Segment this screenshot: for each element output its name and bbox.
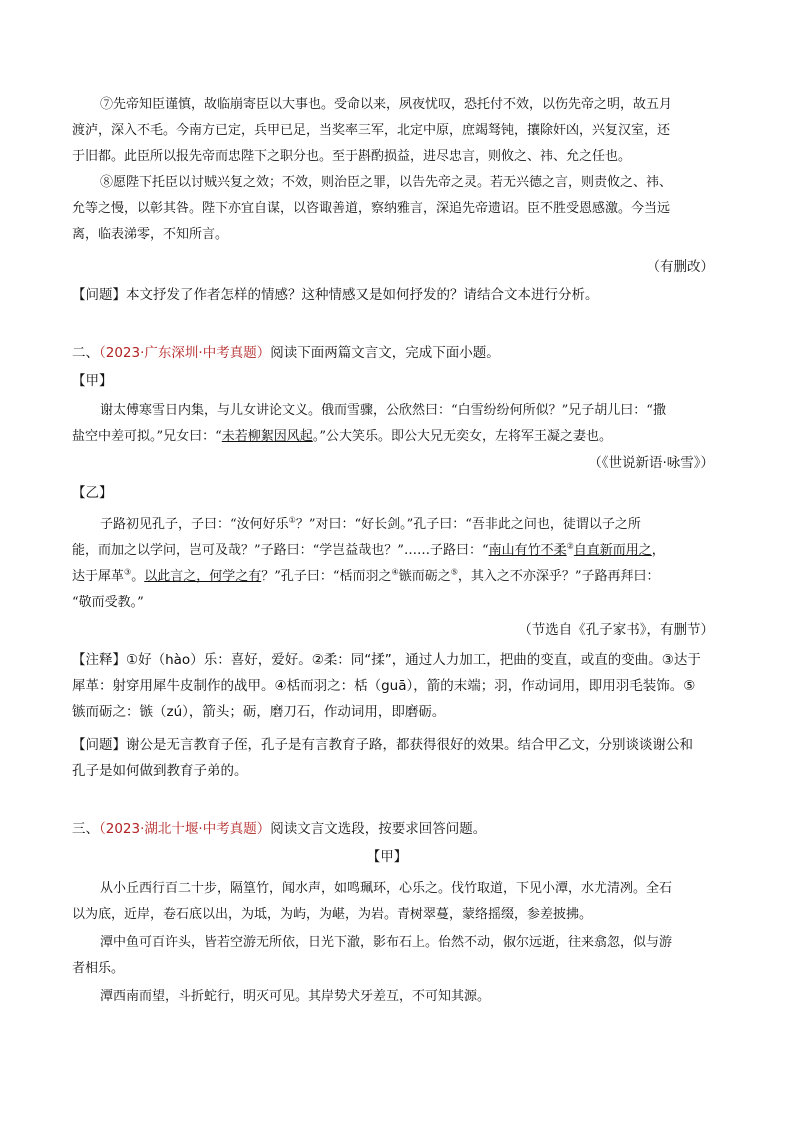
text-span: 。	[131, 569, 145, 584]
text-line: 渡泸，深入不毛。今南方已定，兵甲已足，当奖率三军，北定中原，庶竭驽钝，攘除奸凶，兴复汉室，还	[72, 123, 671, 138]
passage-label-jia: 【甲】	[366, 849, 408, 865]
underlined-sentence: 自直新而用之	[573, 543, 652, 558]
passage-yi	[72, 512, 742, 616]
passage-jia	[72, 398, 732, 450]
text-line: 离，临表涕零，不知所言。	[72, 227, 229, 242]
text-line: 者相乐。	[72, 961, 125, 976]
text-span: 能，而加之以学问，岂可及哉？”子路曰：“学岂益哉也？”……子路曰：“	[72, 543, 489, 558]
text-line	[72, 564, 742, 590]
text-line: 允等之慢，以彰其咎。陛下亦宜自谋，以咨诹善道，察纳雅言，深追先帝遗诏。臣不胜受恩感激。今当远	[72, 201, 671, 216]
text-span: 达于犀革	[72, 569, 125, 584]
passage-paragraph	[72, 876, 732, 928]
footnote-marker: ③	[124, 567, 132, 577]
question-text	[72, 732, 752, 784]
underlined-sentence: 以此言之，何学之有	[144, 569, 262, 584]
section-heading-3	[72, 816, 486, 842]
footnote-marker: ⑤	[450, 567, 458, 577]
footnote-marker: ②	[566, 541, 574, 551]
section-heading-2	[72, 340, 500, 366]
note-line: 犀革：射穿用犀牛皮制作的战甲。④栝而羽之：栝（guā），箭的末端；羽，作动词用，即用羽毛装饰。⑤	[72, 678, 696, 694]
text-line: 于旧都。此臣所以报先帝而忠陛下之职分也。至于斟酌损益，进尽忠言，则攸之、祎、允之任也。	[72, 149, 632, 164]
section-number: 二、	[72, 345, 99, 361]
passage-paragraph	[72, 984, 732, 1010]
text-span: ？”对曰：“好长剑。”孔子曰：“吾非此之问也，徒谓以子之所	[295, 517, 641, 532]
footnote-marker: ④	[391, 567, 399, 577]
source-note: （《世说新语·咏雪》）	[588, 455, 714, 471]
note-line: 【注释】①好（hào）乐：喜好，爱好。②柔：同“揉”，通过人力加工，把曲的变直，或直的变曲。③达于	[72, 652, 701, 668]
passage-paragraph-7	[72, 92, 732, 170]
text-span: ？”孔子曰：“栝而羽之	[261, 569, 392, 584]
passage-paragraph-8	[72, 170, 732, 248]
question-line: 【问题】谢公是无言教育子侄，孔子是有言教育子路，都获得很好的效果。结合甲乙文，分别谈谈谢公和	[72, 737, 693, 753]
text-span: ，	[651, 543, 665, 558]
text-line: “敬而受教。”	[72, 595, 144, 610]
instruction-text: 阅读文言文选段，按要求回答问题。	[270, 821, 487, 837]
text-span: 子路初见孔子，子曰：“汝何好乐	[100, 517, 289, 532]
footnote-marker: ①	[288, 515, 296, 525]
instruction-text: 阅读下面两篇文言文，完成下面小题。	[270, 345, 500, 361]
source-note: （节选自《孔子家书》，有删节）	[518, 622, 714, 638]
underlined-sentence: 未若柳絮因风起	[221, 429, 313, 444]
text-line: ⑦先帝知臣谨慎，故临崩寄臣以大事也。受命以来，夙夜忧叹，恐托付不效，以伤先帝之明，故五月	[100, 97, 673, 112]
passage-label-jia: 【甲】	[72, 373, 113, 389]
passage-paragraph	[72, 930, 732, 982]
exam-source-tag: （2023·湖北十堰·中考真题）	[99, 821, 271, 837]
text-span: 盐空中差可拟。”兄女曰：“	[72, 429, 222, 444]
text-line: ⑧愿陛下托臣以讨贼兴复之效；不效，则治臣之罪，以告先帝之灵。若无兴德之言，则责攸之、祎、	[100, 175, 673, 190]
text-line	[72, 424, 732, 450]
text-line: 潭西南而望，斗折蛇行，明灭可见。其岸势犬牙差互，不可知其源。	[100, 989, 491, 1004]
annotation-notes	[72, 647, 752, 725]
passage-label-yi: 【乙】	[72, 485, 113, 501]
section-number: 三、	[72, 821, 99, 837]
underlined-sentence: 南山有竹不柔	[488, 543, 567, 558]
text-span: 。”公大笑乐。即公大兄无奕女，左将军王凝之妻也。	[312, 429, 612, 444]
question-text: 【问题】本文抒发了作者怎样的情感？这种情感又是如何抒发的？请结合文本进行分析。	[72, 287, 599, 303]
text-line: 以为底，近岸，卷石底以出，为坻，为屿，为嵁，为岩。青树翠蔓，蒙络摇缀，参差披拂。	[72, 907, 593, 922]
note-line: 镞而砺之：镞（zú），箭头；砺，磨刀石，作动词用，即磨砺。	[72, 704, 446, 720]
text-line: 潭中鱼可百许头，皆若空游无所依，日光下澈，影布石上。佁然不动，俶尔远逝，往来翕忽，似与游	[100, 935, 673, 950]
text-span: 镞而砺之	[398, 569, 451, 584]
text-line	[72, 538, 742, 564]
text-line: 从小丘西行百二十步，隔篁竹，闻水声，如鸣珮环，心乐之。伐竹取道，下见小潭，水尤清冽。全石	[100, 881, 673, 896]
question-line: 孔子是如何做到教育子弟的。	[72, 763, 248, 779]
text-line	[72, 512, 742, 538]
source-note: （有删改）	[646, 259, 714, 275]
text-span: ，其入之不亦深乎？”子路再拜曰：	[457, 569, 660, 584]
text-line: 谢太傅寒雪日内集，与儿女讲论文义。俄而雪骤，公欣然曰：“白雪纷纷何所似？”兄子胡儿曰：“撒	[100, 403, 666, 418]
exam-source-tag: （2023·广东深圳·中考真题）	[99, 345, 271, 361]
